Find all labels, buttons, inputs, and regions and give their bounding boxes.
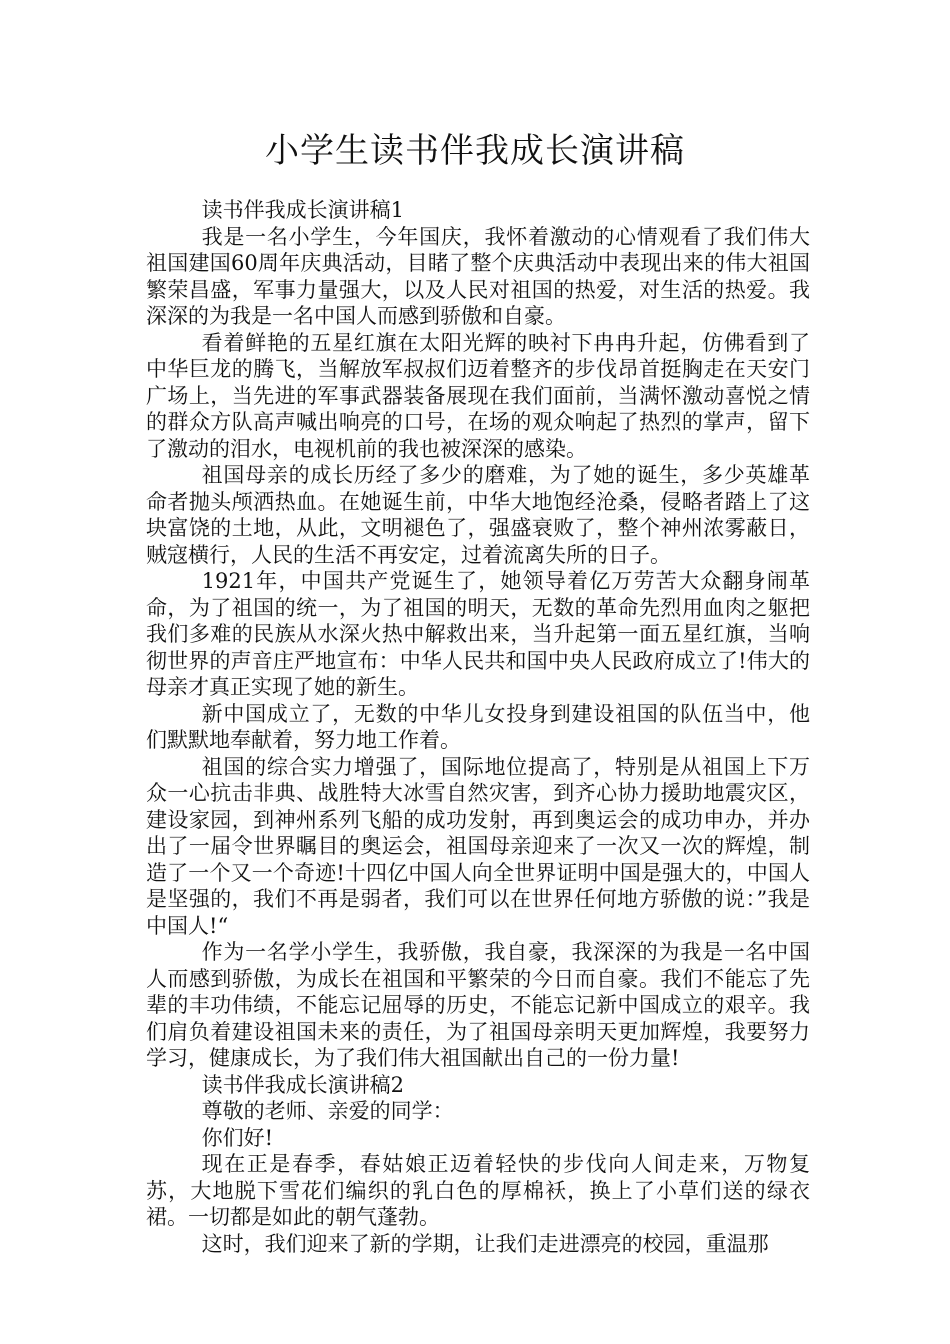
paragraph: 新中国成立了，无数的中华儿女投身到建设祖国的队伍当中，他们默默地奉献着，努力地工作着。 xyxy=(146,701,810,752)
paragraph: 作为一名学小学生，我骄傲，我自豪，我深深的为我是一名中国人而感到骄傲，为成长在祖国和平繁荣的今日而自豪。我们不能忘了先辈的丰功伟绩，不能忘记屈辱的历史，不能忘记新中国成立的艰辛。我们肩负着建设祖国未来的责任，为了祖国母亲明天更加辉煌，我要努力学习，健康成长，为了我们伟大祖国献出自己的一份力量! xyxy=(146,940,810,1070)
paragraph: 这时，我们迎来了新的学期，让我们走进漂亮的校园，重温那 xyxy=(201,1231,769,1256)
greeting: 你们好! xyxy=(201,1125,274,1150)
section-heading-1: 读书伴我成长演讲稿1 xyxy=(201,198,405,222)
paragraph: 我是一名小学生，今年国庆，我怀着激动的心情观看了我们伟大祖国建国60周年庆典活动，目睹了整个庆典活动中表现出来的伟大祖国繁荣昌盛，军事力量强大，以及人民对祖国的热爱，对生活的热爱。我深深的为我是一名中国人而感到骄傲和自豪。 xyxy=(146,224,810,328)
paragraph: 祖国母亲的成长历经了多少的磨难，为了她的诞生，多少英雄革命者抛头颅洒热血。在她诞生前，中华大地饱经沧桑，侵略者踏上了这块富饶的土地，从此，文明褪色了，强盛衰败了，整个神州浓雾蔽日，贼寇横行，人民的生活不再安定，过着流离失所的日子。 xyxy=(146,463,810,567)
paragraph: 现在正是春季，春姑娘正迈着轻快的步伐向人间走来，万物复苏，大地脱下雪花们编织的乳白色的厚棉袄，换上了小草们送的绿衣裙。一切都是如此的朝气蓬勃。 xyxy=(146,1152,810,1229)
paragraph: 看着鲜艳的五星红旗在太阳光辉的映衬下冉冉升起，仿佛看到了中华巨龙的腾飞，当解放军叔叔们迈着整齐的步伐昂首挺胸走在天安门广场上，当先进的军事武器装备展现在我们面前，当满怀激动喜悦之情的群众方队高声喊出响亮的口号，在场的观众响起了热烈的掌声，留下了激动的泪水，电视机前的我也被深深的感染。 xyxy=(146,330,810,461)
paragraph: 1921年，中国共产党诞生了，她领导着亿万劳苦大众翻身闹革命，为了祖国的统一，为了祖国的明天，无数的革命先烈用血肉之躯把我们多难的民族从水深火热中解救出来，当升起第一面五星红旗，当响彻世界的声音庄严地宣布：中华人民共和国中央人民政府成立了!伟大的母亲才真正实现了她的新生。 xyxy=(146,569,810,699)
document-title: 小学生读书伴我成长演讲稿 xyxy=(265,131,685,171)
section-heading-2: 读书伴我成长演讲稿2 xyxy=(201,1072,405,1097)
paragraph: 祖国的综合实力增强了，国际地位提高了，特别是从祖国上下万众一心抗击非典、战胜特大冰雪自然灾害，到齐心协力援助地震灾区，建设家园，到神州系列飞船的成功发射，再到奥运会的成功申办，并办出了一届令世界瞩目的奥运会，祖国母亲迎来了一次又一次的辉煌，制造了一个又一个奇迹!十四亿中国人向全世界证明中国是强大的，中国人是坚强的，我们不再是弱者，我们可以在世界任何地方骄傲的说：”我是中国人!“ xyxy=(146,754,810,938)
salutation: 尊敬的老师、亲爱的同学： xyxy=(201,1099,454,1123)
document-body xyxy=(146,197,810,1257)
